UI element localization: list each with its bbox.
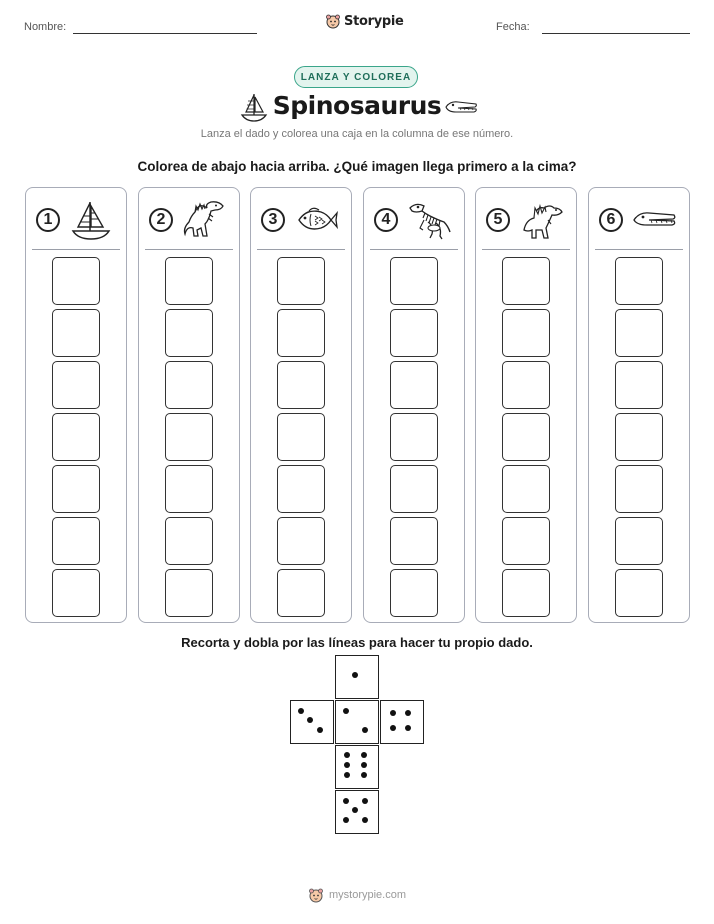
dinosaur-skeleton-icon bbox=[406, 198, 452, 242]
page-subtitle: Lanza el dado y colorea una caja en la columna de ese número. bbox=[200, 128, 514, 140]
color-box[interactable] bbox=[52, 517, 100, 565]
color-box[interactable] bbox=[277, 465, 325, 513]
die-face-1 bbox=[335, 655, 379, 699]
color-box[interactable] bbox=[502, 465, 550, 513]
pip bbox=[405, 710, 411, 716]
column-1 bbox=[25, 187, 127, 623]
die-face-4 bbox=[380, 700, 424, 744]
pip bbox=[405, 725, 411, 731]
activity-badge: LANZA Y COLOREA bbox=[294, 66, 418, 88]
column-divider bbox=[145, 249, 233, 250]
pip bbox=[307, 717, 313, 723]
brand-name: Storypie bbox=[344, 13, 404, 29]
storypie-mascot-icon bbox=[325, 13, 341, 29]
color-box[interactable] bbox=[165, 413, 213, 461]
pip bbox=[362, 798, 368, 804]
color-box[interactable] bbox=[52, 569, 100, 617]
date-line bbox=[542, 33, 690, 34]
column-2 bbox=[138, 187, 240, 623]
column-6 bbox=[588, 187, 690, 623]
pip bbox=[390, 725, 396, 731]
color-box[interactable] bbox=[277, 257, 325, 305]
pip bbox=[352, 672, 358, 678]
column-number: 6 bbox=[599, 208, 623, 232]
pip bbox=[362, 817, 368, 823]
footer bbox=[0, 887, 714, 903]
die-face-3 bbox=[290, 700, 334, 744]
column-number: 2 bbox=[149, 208, 173, 232]
crocodile-head-icon bbox=[631, 198, 677, 242]
color-box[interactable] bbox=[390, 309, 438, 357]
cut-instruction: Recorta y dobla por las líneas para hacer tu propio dado. bbox=[181, 635, 533, 650]
color-box[interactable] bbox=[277, 309, 325, 357]
color-box[interactable] bbox=[277, 569, 325, 617]
color-box[interactable] bbox=[615, 465, 663, 513]
color-box[interactable] bbox=[390, 361, 438, 409]
column-number: 3 bbox=[261, 208, 285, 232]
spinosaurus-standing-icon bbox=[181, 198, 227, 242]
pip bbox=[343, 798, 349, 804]
pip bbox=[343, 817, 349, 823]
name-line bbox=[73, 33, 257, 34]
name-label: Nombre: bbox=[24, 21, 67, 33]
column-number: 1 bbox=[36, 208, 60, 232]
spinosaurus-walking-icon bbox=[518, 198, 564, 242]
color-box[interactable] bbox=[615, 257, 663, 305]
color-box[interactable] bbox=[277, 361, 325, 409]
color-box[interactable] bbox=[52, 361, 100, 409]
color-box[interactable] bbox=[165, 257, 213, 305]
pip bbox=[344, 762, 350, 768]
color-box[interactable] bbox=[165, 465, 213, 513]
die-face-2 bbox=[335, 700, 379, 744]
pip bbox=[361, 752, 367, 758]
pip bbox=[362, 727, 368, 733]
color-box[interactable] bbox=[390, 257, 438, 305]
color-box[interactable] bbox=[615, 361, 663, 409]
column-divider bbox=[370, 249, 458, 250]
pip bbox=[344, 752, 350, 758]
color-box[interactable] bbox=[165, 517, 213, 565]
page-title: Spinosaurus bbox=[272, 91, 442, 120]
crocodile-head-icon bbox=[444, 99, 478, 115]
pip bbox=[344, 772, 350, 778]
color-box[interactable] bbox=[502, 517, 550, 565]
date-label: Fecha: bbox=[496, 21, 530, 33]
column-divider bbox=[482, 249, 570, 250]
color-box[interactable] bbox=[52, 413, 100, 461]
color-box[interactable] bbox=[165, 361, 213, 409]
pip bbox=[317, 727, 323, 733]
brand-logo bbox=[325, 13, 404, 29]
color-box[interactable] bbox=[615, 569, 663, 617]
fish-icon bbox=[293, 198, 339, 242]
column-number: 4 bbox=[374, 208, 398, 232]
color-box[interactable] bbox=[615, 413, 663, 461]
die-net bbox=[290, 655, 424, 835]
color-box[interactable] bbox=[277, 413, 325, 461]
color-box[interactable] bbox=[615, 309, 663, 357]
color-box[interactable] bbox=[52, 257, 100, 305]
color-box[interactable] bbox=[165, 309, 213, 357]
color-box[interactable] bbox=[502, 361, 550, 409]
color-box[interactable] bbox=[502, 569, 550, 617]
die-face-5 bbox=[335, 790, 379, 834]
color-box[interactable] bbox=[615, 517, 663, 565]
color-box[interactable] bbox=[502, 309, 550, 357]
column-3 bbox=[250, 187, 352, 623]
color-box[interactable] bbox=[390, 413, 438, 461]
color-box[interactable] bbox=[390, 517, 438, 565]
footer-url[interactable]: mystorypie.com bbox=[328, 889, 407, 901]
column-4 bbox=[363, 187, 465, 623]
coloring-instruction: Colorea de abajo hacia arriba. ¿Qué imagen llega primero a la cima? bbox=[137, 159, 577, 174]
color-box[interactable] bbox=[52, 309, 100, 357]
column-divider bbox=[595, 249, 683, 250]
color-box[interactable] bbox=[390, 465, 438, 513]
die-face-6 bbox=[335, 745, 379, 789]
column-5 bbox=[475, 187, 577, 623]
color-box[interactable] bbox=[502, 413, 550, 461]
sailboat-icon bbox=[68, 198, 114, 242]
color-box[interactable] bbox=[502, 257, 550, 305]
storypie-mascot-icon bbox=[308, 887, 324, 903]
pip bbox=[298, 708, 304, 714]
pip bbox=[361, 762, 367, 768]
pip bbox=[361, 772, 367, 778]
color-box[interactable] bbox=[165, 569, 213, 617]
pip bbox=[352, 807, 358, 813]
column-divider bbox=[257, 249, 345, 250]
pip bbox=[343, 708, 349, 714]
color-box[interactable] bbox=[52, 465, 100, 513]
pip bbox=[390, 710, 396, 716]
color-box[interactable] bbox=[277, 517, 325, 565]
column-number: 5 bbox=[486, 208, 510, 232]
column-divider bbox=[32, 249, 120, 250]
color-box[interactable] bbox=[390, 569, 438, 617]
